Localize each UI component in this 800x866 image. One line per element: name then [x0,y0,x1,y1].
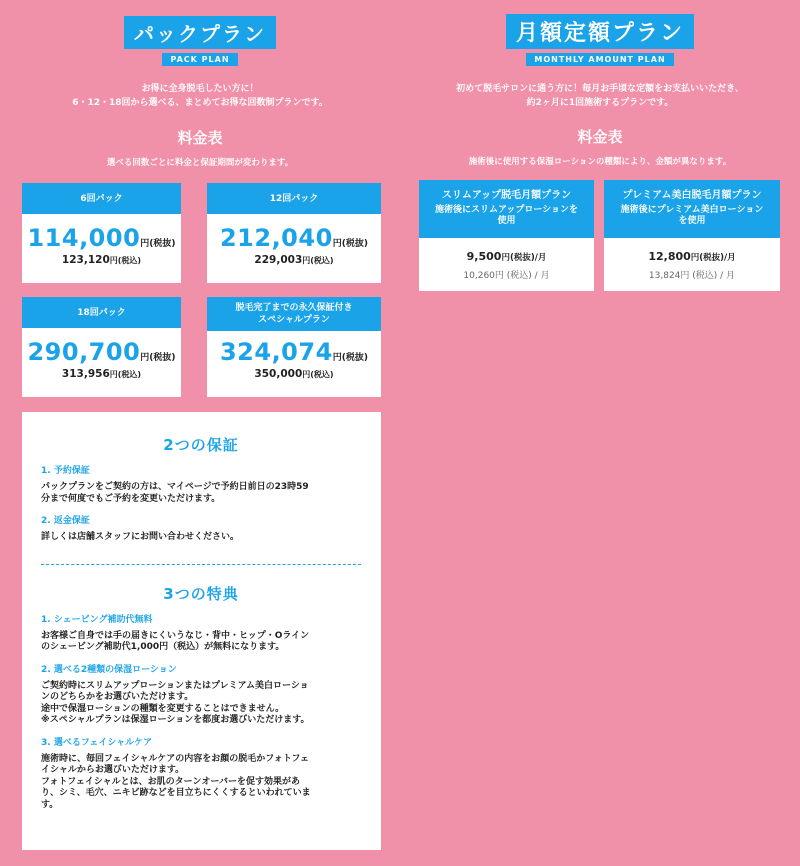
pack-price-incl-tax [22,368,181,380]
text-line: 途中で保湿ローションの種類を変更することはできません。 [41,703,285,714]
tax-price-value: 123,120 [61,254,110,266]
text-line: フォトフェイシャルとは、お肌のターンオーバーを促す効果があ [41,776,301,787]
intro-line: 約2ヶ月に1回施術するプランです。 [526,98,674,108]
guarantee-text [41,532,361,544]
text-line: イシャルからお選びいただけます。 [41,765,185,775]
pack-price-incl-tax [207,368,381,380]
tax-price-value: 313,956 [61,368,110,380]
pack-card-12[interactable] [207,183,381,283]
monthly-plan-subtitle: MONTHLY AMOUNT PLAN [526,53,673,66]
benefit-item [41,612,361,654]
pack-price-excl-tax [207,338,381,366]
pack-card-6[interactable] [22,183,181,283]
pack-plan-intro [0,82,400,110]
text-line: 詳しくは店舗スタッフにお問い合わせください。 [41,532,240,542]
text-line: 分まで何度でもご予約を変更いただけます。 [41,493,221,504]
pack-card-name: 12回パック [269,193,319,204]
guarantees-title: 2つの保証 [163,436,239,454]
benefit-text [41,681,361,727]
tax-price-value: 229,003 [254,254,303,266]
dashed-divider [41,564,361,565]
pack-price-table-note: 選べる回数ごとに料金と保証期間が変わります。 [106,158,294,168]
tax-unit: 円(税込) [302,370,334,379]
pack-plan-subtitle: PACK PLAN [162,53,237,66]
monthly-card-header [419,180,594,238]
pack-card-body [22,214,181,266]
pack-price-incl-tax [22,254,181,266]
pack-card-header [22,183,181,214]
benefit-text [41,754,361,812]
price-unit: 円(税抜) [140,353,176,363]
price-value: 114,000 [27,224,141,252]
monthly-plan-column [400,0,800,167]
monthly-price-excl-tax [604,250,780,263]
intro-line: 初めて脱毛サロンに通う方に！毎月お手頃な定額をお支払いいただき、 [456,84,744,94]
monthly-price-incl-tax: 13,824円 (税込) / 月 [648,271,736,281]
pack-card-header [207,183,381,214]
text-line: パックプランをご契約の方は、マイページで予約日前日の23時59 [41,482,309,492]
monthly-card-premium[interactable] [604,180,780,291]
tax-unit: 円(税込) [109,256,142,265]
text-line: ご契約時にスリムアップローションまたはプレミアム美白ローショ [41,680,309,691]
monthly-card-slimup[interactable] [419,180,594,291]
guarantee-heading: 1. 予約保証 [41,466,90,476]
pack-plan-column [0,0,400,168]
monthly-price-excl-tax [419,250,594,263]
pack-plan-title: パックプラン [124,16,276,49]
pack-card-body [22,328,181,380]
pack-card-18[interactable] [22,297,181,397]
tax-unit: 円(税込) [302,256,334,265]
pack-card-name-line1: 脱毛完了までの永久保証付き [235,303,353,313]
pack-card-body [207,331,381,380]
price-value: 12,800 [648,250,691,263]
price-unit: 円(税抜) [140,239,176,249]
price-value: 9,500 [466,250,502,263]
pack-card-name-line2: スペシャルプラン [258,315,330,325]
pack-card-header [22,297,181,328]
tax-unit: 円(税込) [109,370,142,379]
tax-price-value: 350,000 [254,368,303,380]
monthly-card-body [604,238,780,281]
monthly-card-body [419,238,594,281]
pack-card-body [207,214,381,266]
pack-price-incl-tax [207,254,381,266]
monthly-plan-title: 月額定額プラン [506,14,694,49]
pack-card-name: 18回パック [77,307,126,318]
benefit-item [41,735,361,812]
benefit-heading: 1. シェービング補助代無料 [41,614,153,625]
intro-line: お得に全身脱毛したい方に！ [141,84,259,94]
guarantees-benefits-box [22,412,381,850]
monthly-card-header [604,180,780,238]
price-unit: 円(税抜)/月 [690,253,736,263]
pack-card-special[interactable] [207,297,381,397]
note-line: 施術後にプレミアム美白ローション [620,205,764,215]
pack-price-table-title: 料金表 [177,129,223,147]
benefit-heading: 2. 選べる2種類の保湿ローション [41,664,177,675]
intro-line: 6・12・18回から選べる、まとめてお得な回数制プランです。 [72,98,328,108]
monthly-price-table-note: 施術後に使用する保湿ローションの種類により、金額が異なります。 [468,157,732,167]
monthly-card-note [431,205,582,227]
price-unit: 円(税抜) [332,353,369,363]
price-unit: 円(税抜)/月 [501,253,547,263]
price-value: 290,700 [27,338,141,366]
pack-card-name: 6回パック [80,193,123,204]
guarantee-heading: 2. 返金保証 [41,516,90,526]
price-value: 212,040 [219,224,333,252]
pack-price-excl-tax [22,338,181,366]
text-line: お客様ご自身では手の届きにくいうなじ・背中・ヒップ・Oライン [41,630,310,641]
text-line: ンのどちらかをお選びいただけます。 [41,692,194,702]
pack-card-header [207,297,381,331]
text-line: り、シミ、毛穴、ニキビ跡などを目立ちにくくするといわれていま [41,788,311,798]
guarantee-item [41,513,361,544]
note-line: 施術後にスリムアップローションを [434,205,578,215]
note-line: を使用 [678,216,706,226]
note-line: 使用 [497,216,516,226]
benefit-heading: 3. 選べるフェイシャルケア [41,737,153,748]
monthly-plan-intro [400,82,800,110]
monthly-price-table-title: 料金表 [577,128,623,146]
pack-price-excl-tax [22,224,181,252]
monthly-card-name: スリムアップ脱毛月額プラン [441,190,572,201]
price-unit: 円(税抜) [332,239,369,249]
guarantee-item [41,463,361,505]
text-line: す。 [41,799,59,810]
text-line: のシェービング補助代1,000円（税込）が無料になります。 [41,642,285,652]
monthly-card-name: プレミアム美白脱毛月額プラン [622,190,762,201]
guarantee-text [41,482,361,505]
benefit-item [41,662,361,727]
monthly-price-incl-tax: 10,260円 (税込) / 月 [463,271,550,281]
pack-price-excl-tax [207,224,381,252]
text-line: 施術時に、毎回フェイシャルケアの内容をお顔の脱毛かフォトフェ [41,753,310,764]
text-line: ※スペシャルプランは保湿ローションを都度お選びいただけます。 [41,715,310,725]
benefit-text [41,631,361,654]
price-value: 324,074 [219,338,333,366]
benefits-title: 3つの特典 [163,584,239,603]
monthly-card-note [617,205,768,227]
